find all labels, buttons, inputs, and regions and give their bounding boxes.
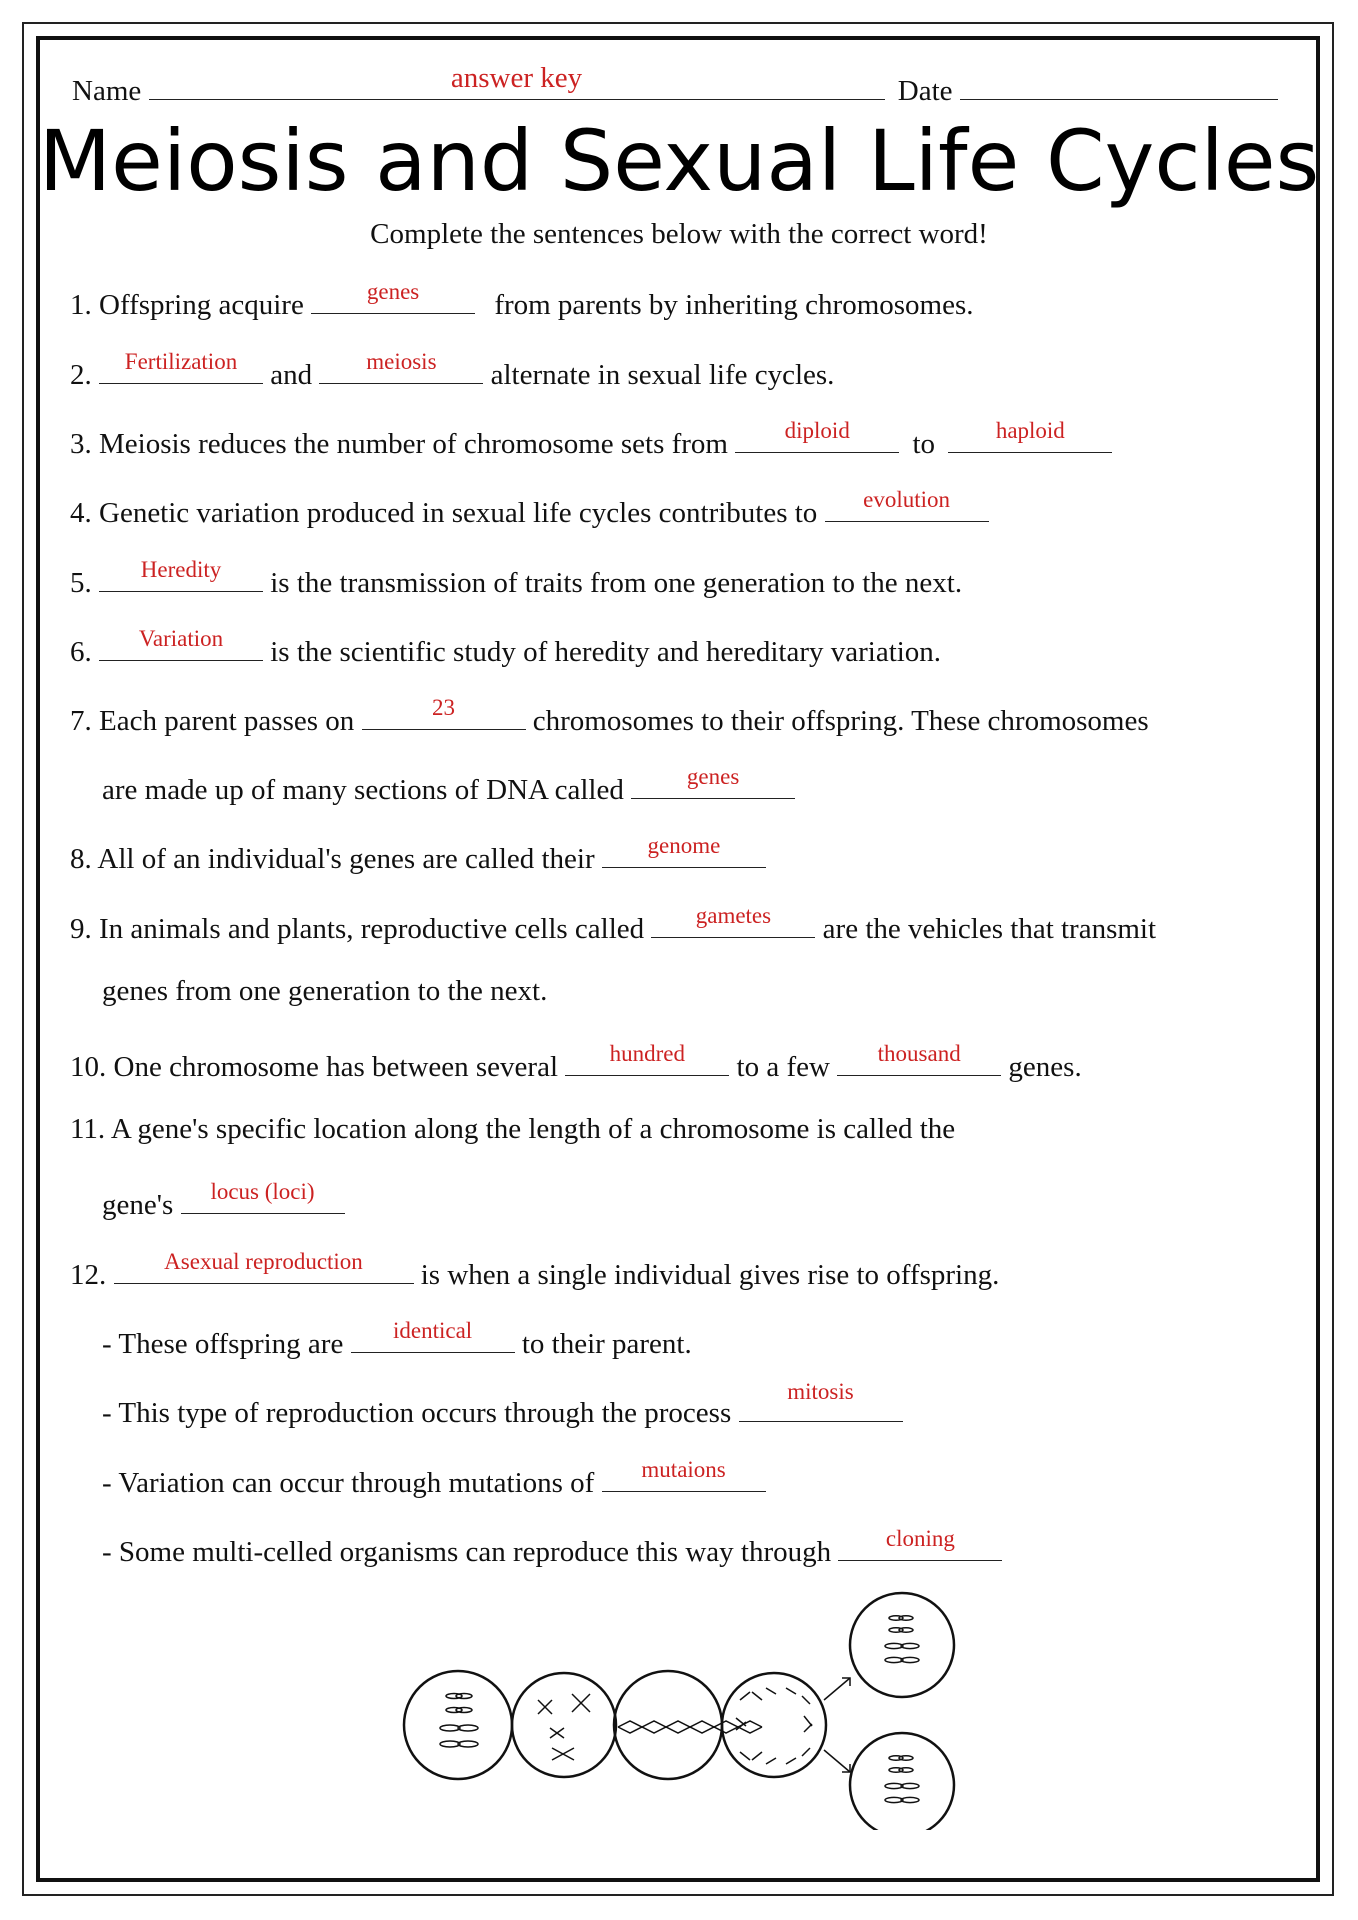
- q3-blank-2[interactable]: [948, 418, 1112, 453]
- q7-blank-2[interactable]: [631, 764, 795, 799]
- q11-answer: locus (loci): [210, 1179, 315, 1204]
- date-field[interactable]: [960, 70, 1278, 100]
- worksheet-title: Meiosis and Sexual Life Cycles: [38, 112, 1320, 210]
- q6-blank[interactable]: [99, 626, 263, 661]
- q2-text-mid: and: [270, 359, 313, 391]
- q11-text-line2: gene's: [102, 1189, 174, 1221]
- q2-blank-2[interactable]: [319, 349, 483, 384]
- question-12-sub-2: [102, 1379, 903, 1429]
- question-12-sub-4: [102, 1526, 1002, 1568]
- q12-sub4-text-pre: - Some multi-celled organisms can reproduce this way through: [102, 1536, 832, 1568]
- q3-text-pre: 3. Meiosis reduces the number of chromosome sets from: [70, 428, 728, 460]
- q3-answer-1: diploid: [784, 418, 850, 443]
- q12-blank[interactable]: [114, 1249, 414, 1284]
- question-7: [70, 695, 1149, 737]
- q10-text-post: genes.: [1008, 1051, 1082, 1083]
- question-8: [70, 833, 766, 875]
- question-6: [70, 626, 942, 668]
- q6-answer: Variation: [138, 626, 224, 651]
- q9-answer: gametes: [695, 903, 772, 928]
- q2-blank-1[interactable]: [99, 349, 263, 384]
- q4-answer: evolution: [863, 487, 950, 512]
- q12-sub1-text-post: to their parent.: [521, 1328, 692, 1360]
- q8-answer: genome: [647, 833, 721, 858]
- q12-answer: Asexual reproduction: [164, 1249, 363, 1274]
- q12-sub3-answer: mutaions: [641, 1457, 726, 1482]
- q9-blank[interactable]: [651, 903, 815, 938]
- q7-text-pre: 7. Each parent passes on: [70, 705, 355, 737]
- q9-text-line2: genes from one generation to the next.: [102, 975, 548, 1007]
- q1-text-post: from parents by inheriting chromosomes.: [494, 289, 974, 321]
- question-9-line-2: [102, 977, 547, 1006]
- q11-text-pre: 11. A gene's specific location along the length of a chromosome is called the: [70, 1113, 956, 1145]
- q7-text-line2: are made up of many sections of DNA called: [102, 774, 624, 806]
- q1-answer: genes: [366, 279, 420, 304]
- cell-interphase: [404, 1671, 512, 1779]
- question-12-sub-1: [102, 1318, 692, 1360]
- q12-sub3-blank[interactable]: [602, 1457, 766, 1492]
- q5-text-post: is the transmission of traits from one generation to the next.: [270, 567, 963, 599]
- question-10: [70, 1041, 1082, 1083]
- chromosome-marks: [440, 1616, 919, 1803]
- q4-blank[interactable]: [825, 487, 989, 522]
- q3-text-mid: to: [912, 428, 936, 460]
- question-2: [70, 349, 835, 391]
- q10-text-mid: to a few: [736, 1051, 830, 1083]
- q6-text-pre: 6.: [70, 636, 92, 668]
- q10-answer-1: hundred: [609, 1041, 685, 1066]
- name-value: answer key: [450, 62, 583, 94]
- name-label: Name: [72, 75, 142, 107]
- q12-sub4-blank[interactable]: [838, 1526, 1002, 1561]
- mitosis-cells-diagram: [390, 1580, 970, 1830]
- q2-text-pre: 2.: [70, 359, 92, 391]
- date-label: Date: [897, 75, 953, 107]
- q7-answer-1: 23: [432, 695, 456, 720]
- q12-sub4-answer: cloning: [885, 1526, 955, 1551]
- q3-answer-2: haploid: [995, 418, 1065, 443]
- q12-sub2-text-pre: - This type of reproduction occurs through the process: [102, 1397, 732, 1429]
- q12-sub2-blank[interactable]: [739, 1379, 903, 1422]
- question-11: [70, 1115, 955, 1144]
- q12-sub1-text-pre: - These offspring are: [102, 1328, 344, 1360]
- daughter-cell-bottom: [850, 1733, 954, 1830]
- q9-text-pre: 9. In animals and plants, reproductive cells called: [70, 913, 645, 945]
- q3-blank-1[interactable]: [735, 418, 899, 453]
- q12-sub3-text-pre: - Variation can occur through mutations of: [102, 1467, 595, 1499]
- q7-answer-2: genes: [686, 764, 740, 789]
- question-7-line-2: [102, 764, 795, 806]
- q12-text-post: is when a single individual gives rise to offspring.: [420, 1259, 1000, 1291]
- q9-text-post: are the vehicles that transmit: [822, 913, 1157, 945]
- question-9: [70, 903, 1157, 945]
- q1-text-pre: 1. Offspring acquire: [70, 289, 304, 321]
- q10-blank-2[interactable]: [837, 1041, 1001, 1076]
- worksheet-instructions: Complete the sentences below with the correct word!: [370, 218, 988, 250]
- question-12-sub-3: [102, 1457, 766, 1499]
- q4-text-pre: 4. Genetic variation produced in sexual life cycles contributes to: [70, 497, 818, 529]
- question-5: [70, 557, 963, 599]
- question-1: [70, 279, 974, 321]
- q1-blank[interactable]: [311, 279, 475, 314]
- header-row: [72, 62, 1278, 107]
- q6-text-post: is the scientific study of heredity and hereditary variation.: [270, 636, 942, 668]
- q2-text-post: alternate in sexual life cycles.: [490, 359, 835, 391]
- q10-answer-2: thousand: [877, 1041, 961, 1066]
- q10-text-pre: 10. One chromosome has between several: [70, 1051, 559, 1083]
- q8-text-pre: 8. All of an individual's genes are called their: [70, 843, 595, 875]
- question-4: [70, 487, 989, 529]
- q11-blank[interactable]: [181, 1179, 345, 1214]
- cell-metaphase: [614, 1671, 722, 1779]
- q12-sub1-answer: identical: [392, 1318, 473, 1343]
- name-field[interactable]: [149, 62, 885, 100]
- question-11-line-2: [102, 1179, 345, 1221]
- q7-text-post: chromosomes to their offspring. These chromosomes: [532, 705, 1149, 737]
- question-12: [70, 1249, 1000, 1291]
- q2-answer-1: Fertilization: [124, 349, 238, 374]
- q7-blank-1[interactable]: [362, 695, 526, 730]
- q12-text-pre: 12.: [70, 1259, 107, 1291]
- cell-prophase: [512, 1673, 616, 1777]
- q5-answer: Heredity: [140, 557, 222, 582]
- q10-blank-1[interactable]: [565, 1041, 729, 1076]
- q12-sub1-blank[interactable]: [351, 1318, 515, 1353]
- q8-blank[interactable]: [602, 833, 766, 868]
- q2-answer-2: meiosis: [366, 349, 437, 374]
- q5-text-pre: 5.: [70, 567, 92, 599]
- q12-sub2-answer: mitosis: [787, 1379, 854, 1404]
- question-3: [70, 418, 1112, 460]
- q5-blank[interactable]: [99, 557, 263, 592]
